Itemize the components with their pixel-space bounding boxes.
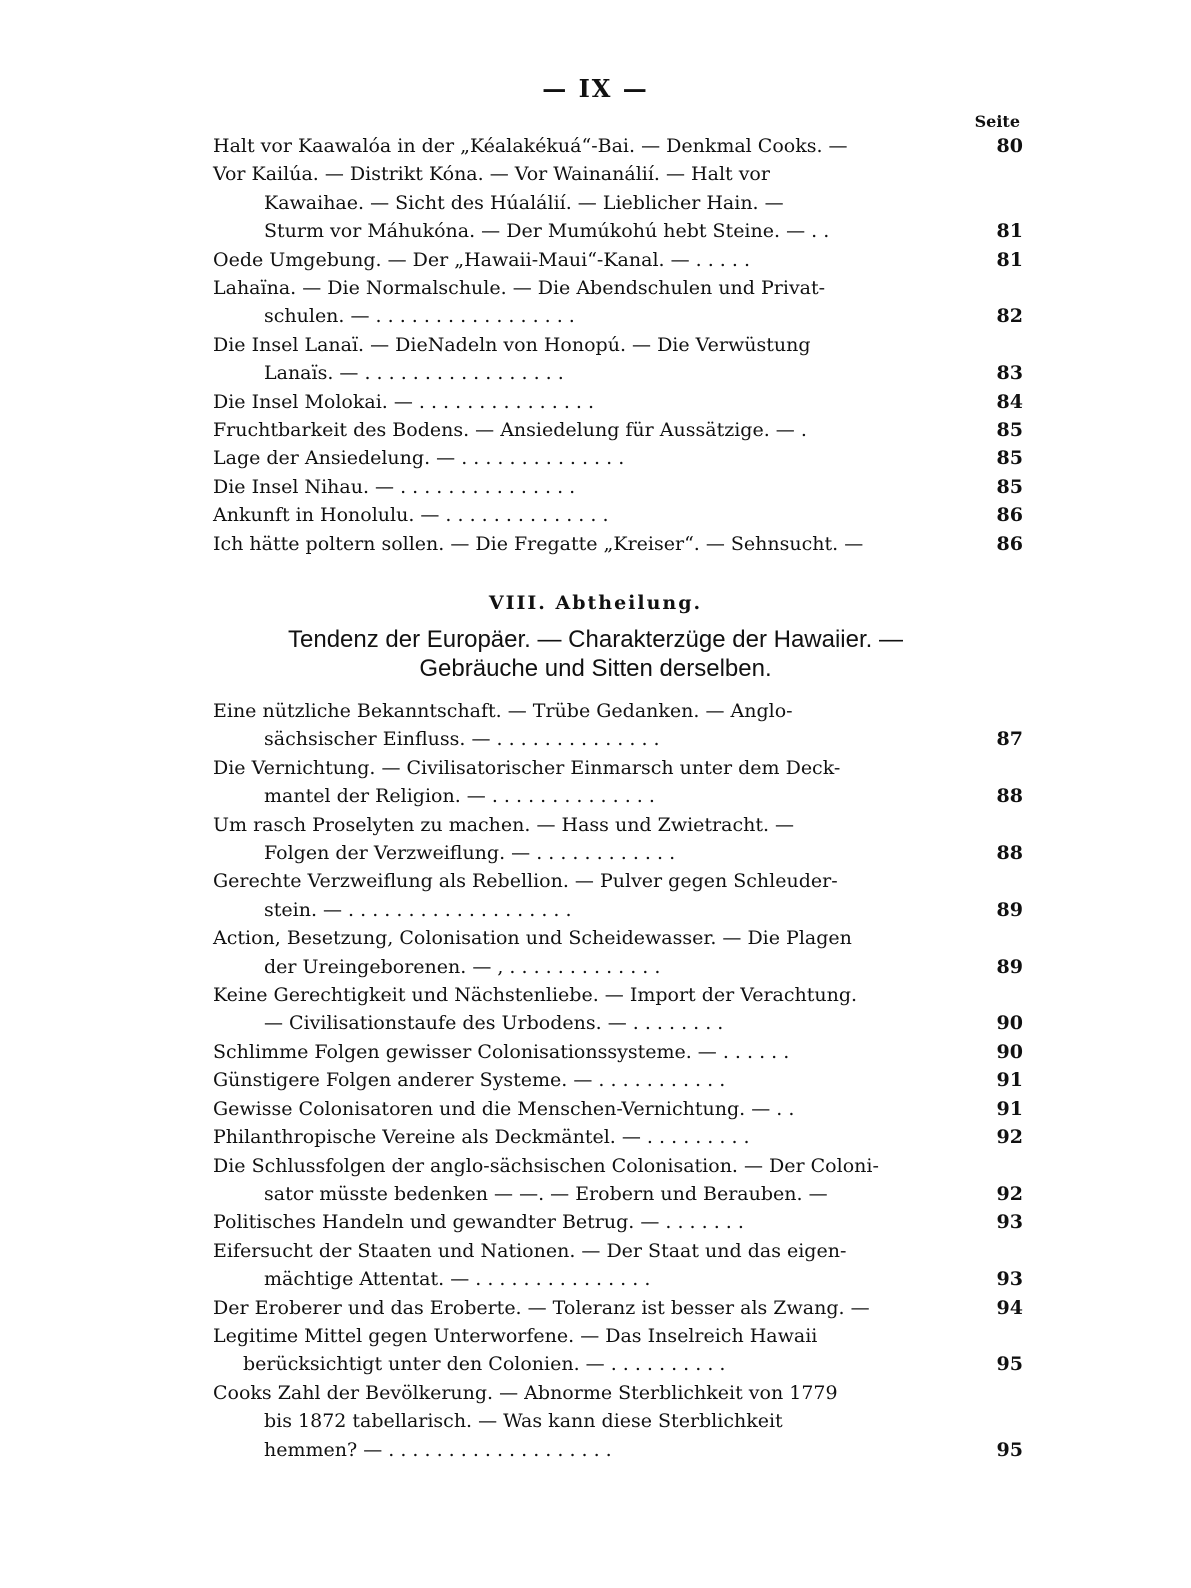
toc-entry [213,331,1023,388]
toc-entry-line: mantel der Religion. — . . . . . . . . . . . . . . [264,785,655,808]
toc-entry-line: Gerechte Verzweiflung als Rebellion. — Pulver gegen Schleuder- [213,870,838,893]
toc-entry-text [213,924,931,981]
toc-entry-line: Der Eroberer und das Eroberte. — Toleranz ist besser als Zwang. — [213,1296,870,1319]
toc-entry-line: Cooks Zahl der Bevölkerung. — Abnorme Sterblichkeit von 1779 [213,1381,838,1404]
toc-entry-line: Eifersucht der Staaten und Nationen. — Der Staat und das eigen- [213,1239,847,1262]
toc-entry-page-number: 95 [996,1353,1023,1376]
toc-entry-page-number: 92 [996,1126,1023,1149]
toc-entry [213,1208,1023,1236]
toc-part-2 [213,697,1023,1464]
toc-entry-line: Legitime Mittel gegen Unterworfene. — Das Inselreich Hawaii [213,1324,818,1347]
toc-entry-page-number: 83 [996,362,1023,385]
toc-entry-page-number: 91 [996,1097,1023,1120]
toc-entry [213,1038,1023,1066]
toc-entry-page-number: 81 [996,248,1023,271]
toc-entry [213,754,1023,811]
toc-entry [213,811,1023,868]
toc-entry-line: Ich hätte poltern sollen. — Die Fregatte „Kreiser“. — Sehnsucht. — [213,532,864,555]
toc-entry-text [213,867,931,924]
toc-entry-line: Kawaihae. — Sicht des Húalálií. — Lieblicher Hain. — [264,191,784,214]
toc-entry-line: Gewisse Colonisatoren und die Menschen-Vernichtung. — . . [213,1097,795,1120]
toc-entry-page-number: 92 [996,1182,1023,1205]
toc-entry-line: Vor Kailúa. — Distrikt Kóna. — Vor Wainanálií. — Halt vor [213,163,770,186]
toc-entry [213,981,1023,1038]
toc-entry-text [213,530,931,558]
toc-entry-text [213,1322,931,1379]
toc-entry-text [213,1095,931,1123]
toc-entry [213,274,1023,331]
page-folio: — IX — [542,74,649,103]
toc-entry-page-number: 90 [996,1040,1023,1063]
toc-entry-page-number: 80 [996,135,1023,157]
toc-entry-text [213,981,931,1038]
toc-entry [213,388,1023,416]
toc-entry-page-number: 89 [996,898,1023,921]
toc-entry-page-number: 85 [996,419,1023,442]
toc-entry-text [213,160,931,245]
section-title-line-2: Gebräuche und Sitten derselben. [419,655,772,682]
toc-entry-line: Folgen der Verzweiflung. — . . . . . . . . . . . . [264,842,676,865]
toc-entry [213,867,1023,924]
toc-entry [213,1066,1023,1094]
toc-entry-text [213,1237,931,1294]
toc-entry [213,697,1023,754]
toc-entry-line: Die Vernichtung. — Civilisatorischer Einmarsch unter dem Deck- [213,756,841,779]
toc-entry-page-number: 90 [996,1012,1023,1035]
toc-entry [213,924,1023,981]
toc-entry-page-number: 91 [996,1069,1023,1092]
toc-entry-page-number: 87 [996,728,1023,751]
toc-entry [213,1322,1023,1379]
toc-entry [213,246,1023,274]
toc-entry-page-number: 88 [996,842,1023,865]
toc-entry-page-number: 86 [996,504,1023,527]
toc-entry-line: — Civilisationstaufe des Urbodens. — . . . . . . . . [264,1012,724,1035]
toc-entry-page-number: 95 [996,1438,1023,1461]
toc-entry-page-number: 94 [996,1296,1023,1319]
toc-entry-line: schulen. — . . . . . . . . . . . . . . . . . [264,305,575,328]
toc-entry-text [213,1208,931,1236]
toc-entry-text [213,331,931,388]
toc-part-1 [213,132,1023,558]
toc-entry-line: Lanaïs. — . . . . . . . . . . . . . . . . . [264,362,564,385]
toc-entry-text [213,1294,931,1322]
toc-entry-text [213,1038,931,1066]
toc-entry-line: Lage der Ansiedelung. — . . . . . . . . . . . . . . [213,447,625,470]
toc-entry-text [213,132,931,160]
toc-entry [213,473,1023,501]
toc-entry-text [213,754,931,811]
toc-entry-line: Halt vor Kaawalóa in der „Kéalakékuá“-Bai. — Denkmal Cooks. — [213,135,848,157]
toc-entry-page-number: 93 [996,1268,1023,1291]
toc-entry-text [213,1066,931,1094]
toc-entry-text [213,246,931,274]
toc-entry [213,530,1023,558]
toc-entry-line: bis 1872 tabellarisch. — Was kann diese Sterblichkeit [264,1410,783,1433]
toc-entry-text [213,501,931,529]
toc-entry-text [213,1152,931,1209]
toc-entry-page-number: 85 [996,475,1023,498]
toc-entry [213,1095,1023,1123]
toc-entry [213,1294,1023,1322]
toc-entry-line: der Ureingeborenen. — , . . . . . . . . . . . . . [264,955,661,978]
toc-entry-line: Lahaïna. — Die Normalschule. — Die Abendschulen und Privat- [213,277,826,300]
section-title [0,625,1191,683]
section-title-line-1: Tendenz der Europäer. — Charakterzüge der Hawaiier. — [288,626,903,653]
toc-entry [213,132,1023,160]
section-label: VIII. Abtheilung. [488,592,703,614]
toc-entry-text [213,388,931,416]
toc-entry-text [213,444,931,472]
toc-entry-line: hemmen? — . . . . . . . . . . . . . . . . . . . [264,1438,612,1461]
toc-entry-line: Eine nützliche Bekanntschaft. — Trübe Gedanken. — Anglo- [213,700,793,722]
toc-entry-line: Schlimme Folgen gewisser Colonisationssysteme. — . . . . . . [213,1040,790,1063]
toc-entry-page-number: 84 [996,390,1023,413]
toc-entry-line: Um rasch Proselyten zu machen. — Hass und Zwietracht. — [213,813,795,836]
toc-entry-page-number: 82 [996,305,1023,328]
toc-entry [213,1152,1023,1209]
toc-entry-page-number: 93 [996,1211,1023,1234]
toc-entry-line: Philanthropische Vereine als Deckmäntel. — . . . . . . . . . [213,1126,750,1149]
toc-entry-line: Die Insel Nihau. — . . . . . . . . . . . . . . . [213,475,576,498]
toc-entry [213,1123,1023,1151]
toc-entry-line: Ankunft in Honolulu. — . . . . . . . . . . . . . . [213,504,609,527]
toc-entry [213,444,1023,472]
toc-entry-line: stein. — . . . . . . . . . . . . . . . . . . . [264,898,572,921]
toc-entry-line: sator müsste bedenken — —. — Erobern und Berauben. — [264,1182,828,1205]
toc-entry-line: Die Insel Molokai. — . . . . . . . . . . . . . . . [213,390,595,413]
toc-entry [213,416,1023,444]
toc-entry [213,1237,1023,1294]
toc-entry-line: Keine Gerechtigkeit und Nächstenliebe. — Import der Verachtung. [213,984,858,1007]
toc-entry-line: Sturm vor Máhukóna. — Der Mumúkohú hebt Steine. — . . [264,220,830,243]
seite-column-header: Seite [974,112,1020,131]
toc-entry-line: Politisches Handeln und gewandter Betrug. — . . . . . . . [213,1211,744,1234]
toc-entry-page-number: 86 [996,532,1023,555]
toc-entry-text [213,1123,931,1151]
toc-entry-text [213,274,931,331]
toc-entry-page-number: 89 [996,955,1023,978]
toc-entry-page-number: 85 [996,447,1023,470]
toc-entry [213,501,1023,529]
toc-entry-text [213,1379,931,1464]
toc-entry-line: sächsischer Einfluss. — . . . . . . . . . . . . . . [264,728,660,751]
toc-entry-page-number: 88 [996,785,1023,808]
toc-entry-line: Action, Besetzung, Colonisation und Scheidewasser. — Die Plagen [213,927,852,950]
toc-entry-line: Die Schlussfolgen der anglo-sächsischen Colonisation. — Der Coloni- [213,1154,879,1177]
toc-entry-line: Fruchtbarkeit des Bodens. — Ansiedelung für Aussätzige. — . [213,419,807,442]
toc-entry-page-number: 81 [996,220,1023,243]
toc-entry [213,160,1023,245]
toc-entry-text [213,811,931,868]
toc-entry-line: Die Insel Lanaï. — DieNadeln von Honopú. — Die Verwüstung [213,333,811,356]
toc-entry-line: mächtige Attentat. — . . . . . . . . . . . . . . . [264,1268,651,1291]
toc-entry-line: Oede Umgebung. — Der „Hawaii-Maui“-Kanal. — . . . . . [213,248,750,271]
toc-entry-text [213,473,931,501]
toc-entry-line: berücksichtigt unter den Colonien. — . . . . . . . . . . [243,1353,726,1376]
toc-entry-line: Günstigere Folgen anderer Systeme. — . . . . . . . . . . . [213,1069,726,1092]
toc-entry-text [213,697,931,754]
toc-entry [213,1379,1023,1464]
toc-entry-text [213,416,931,444]
